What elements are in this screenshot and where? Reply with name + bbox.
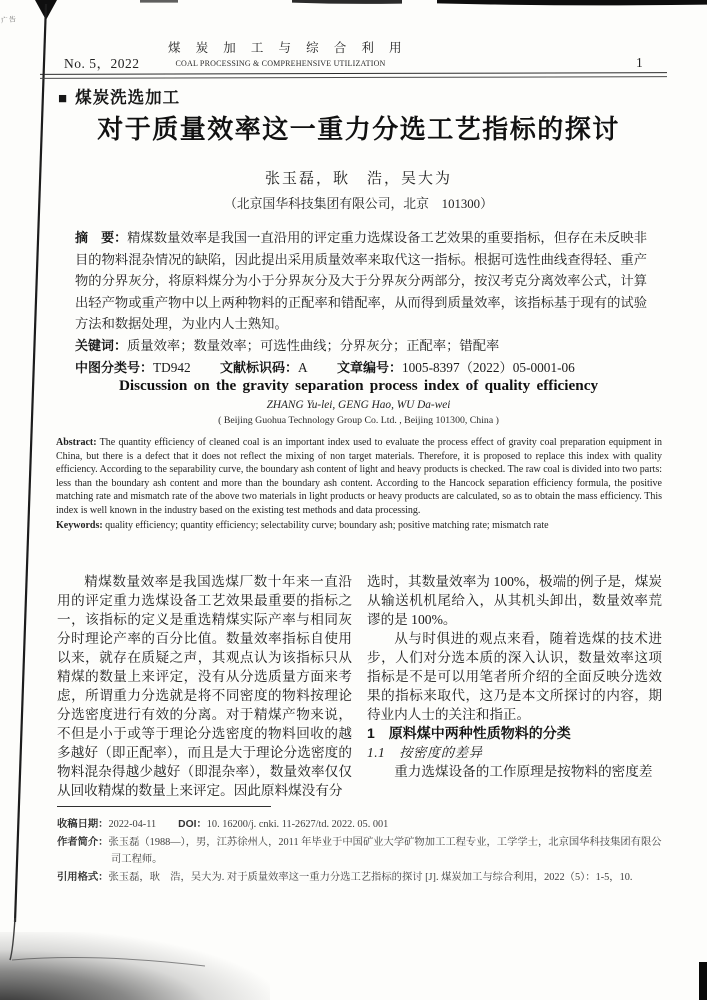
abstract-text-cn: 精煤数量效率是我国一直沿用的评定重力选煤设备工艺效果的重要指标，但存在未反映非目的物料混杂情况的缺陷，因此提出采用质量效率来取代这一指标。根据可选性曲线查得轻、重产物的分界灰分，将原料煤分为小于分界灰分及大于分界灰分两部分，按汉考克分离效率公式，计算出轻产物或重产物中以上两种物料的正配率和错配率，从而得到质量效率，该指标基于现有的试验方法和数据处理，为业内人士熟知。 (75, 230, 647, 332)
journal-title-cn: 煤 炭 加 工 与 综 合 利 用 (168, 41, 408, 55)
article-id-pair (337, 360, 575, 375)
received-value: 2022-04-11 (108, 819, 157, 830)
cite-label: 引用格式： (57, 871, 109, 883)
received-doi-line (57, 816, 665, 834)
doi-label: DOI： (178, 819, 207, 830)
body-paragraph: 重力选煤设备的工作原理是按物料的密度差 (394, 764, 653, 779)
keywords-label-en: Keywords: (56, 520, 103, 531)
issue-number: No. 5，2022 (64, 56, 140, 71)
left-column (57, 572, 352, 800)
doi-value: 10. 16200/j. cnki. 11-2627/td. 2022. 05. 001 (206, 819, 389, 830)
doc-code-label: 文献标识码： (220, 359, 299, 375)
page-number: 1 (636, 55, 643, 70)
section-header (58, 84, 180, 108)
front-matter-cn (75, 227, 647, 378)
footnote-divider (57, 806, 271, 807)
keywords-text-cn: 质量效率；数量效率；可选性曲线；分界灰分；正配率；错配率 (127, 337, 500, 353)
front-matter-en (56, 436, 662, 533)
clc-pair (75, 360, 191, 375)
journal-masthead (168, 38, 408, 68)
doc-code-pair (220, 360, 308, 375)
affiliation-cn: （北京国华科技集团有限公司，北京 101300） (224, 197, 493, 211)
affiliation-en: ( Beijing Guohua Technology Group Co. Ltd. , Beijing 101300, China ) (218, 415, 499, 426)
keywords-text-en: quality efficiency; quantity efficiency; selectability curve; boundary ash; positive matching rate; mismatch rate (105, 520, 549, 531)
author-bio-line (57, 834, 665, 869)
keywords-label-cn: 关键词： (75, 337, 128, 353)
abstract-text-en: The quantity efficiency of cleaned coal is an important index used to evaluate the process effect of gravity coal preparation equipment in China, but there is a defect that it does not reflect the mixing of non target materials. Therefore, it is proposed to replace this index with quality efficiency. According to the separability curve, the boundary ash content of light and heavy products is checked. The raw coal is divided into two parts: less than the boundary ash content and more than the boundary ash content. According to the Hancock separation efficiency formula, the positive matching rate and mismatch rate of the above two materials in light products or heavy products are calculated, so as to obtain the mass efficiency. This index is well known in the industry based on the existing test methods and data processing. (56, 437, 662, 516)
edge-ad-label: 广告 (0, 16, 18, 25)
received-label: 收稿日期： (57, 819, 109, 830)
scan-shadow-corner (0, 932, 270, 1000)
abstract-label-cn: 摘 要： (75, 230, 128, 245)
article-id-value: 1005-8397（2022）05-0001-06 (401, 359, 575, 375)
keywords-en (56, 519, 662, 533)
article-title-cn: 对于质量效率这一重力分选工艺指标的探讨 (97, 114, 620, 144)
abstract-label-en: Abstract: (56, 437, 97, 448)
header-double-rule (40, 72, 667, 79)
clc-value: TD942 (153, 359, 191, 375)
scan-mark-bottom-right (699, 962, 707, 1000)
section-1-1-heading: 1.1 按密度的差异 (367, 745, 483, 760)
abstract-en (56, 436, 662, 517)
section-1-heading: 1 原料煤中两种性质物料的分类 (367, 725, 571, 741)
clc-label: 中图分类号： (75, 359, 154, 375)
authors-cn: 张玉磊，耿 浩，吴大为 (264, 171, 452, 187)
bio-text: 张玉磊（1988—），男，江苏徐州人，2011 年毕业于中国矿业大学矿物加工工程专业，工学学士，北京国华科技集团有限公司工程师。 (108, 836, 662, 865)
citation-line (57, 869, 665, 887)
body-paragraph: 从与时俱进的观点来看，随着选煤的技术进步，人们对分选本质的深入认识，数量效率这项指标是不是可以用笔者所介绍的全面反映分选效果的指标来取代，这乃是本文所探讨的内容，期待业内人士的关注和指正。 (367, 631, 662, 722)
body-paragraph: 选时，其数量效率为 100%，极端的例子是，煤炭从输送机机尾给入，从其机头卸出，数量效率荒谬的是 100%。 (367, 574, 662, 627)
meta-line (75, 357, 647, 379)
body-paragraph: 精煤数量效率是我国选煤厂数十年来一直沿用的评定重力选煤设备工艺效果最重要的指标之一，该指标的定义是重选精煤实际产率与相同灰分时理论产率的百分比值。数量效率指标自使用以来，就存在质疑之声，其观点认为该指标只从精煤的数量上来评定，没有从分选质量方面来考虑，所谓重力分选就是将不同密度的物料按理论分选密度进行有效的分离。对于精煤产物来说，不但是小于或等于理论分选密度的物料回收的越多越好（即正配率），而且是大于理论分选密度的物料混杂得越少越好（即混杂率），数量效率仅仅从回收精煤的数量上来评定。因此原料煤没有分 (57, 574, 352, 798)
authors-en: ZHANG Yu-lei, GENG Hao, WU Da-wei (266, 399, 451, 411)
bio-label: 作者简介： (57, 836, 109, 848)
article-title-en: Discussion on the gravity separation process index of quality efficiency (118, 377, 599, 394)
keywords-cn (75, 335, 647, 357)
abstract-cn (75, 227, 647, 335)
doc-code-value: A (298, 359, 308, 375)
right-column (367, 572, 662, 800)
cite-text: 张玉磊，耿 浩，吴大为. 对于质量效率这一重力分选工艺指标的探讨 [J]. 煤炭加工与综合利用，2022（5）：1-5，10. (108, 871, 633, 883)
footnotes (57, 816, 665, 886)
section-marker-icon: ■ (58, 90, 69, 107)
journal-title-en: COAL PROCESSING & COMPREHENSIVE UTILIZATION (175, 59, 386, 68)
section-title: 煤炭洗选加工 (75, 89, 181, 107)
article-id-label: 文章编号： (336, 359, 402, 375)
body-columns (57, 572, 662, 800)
